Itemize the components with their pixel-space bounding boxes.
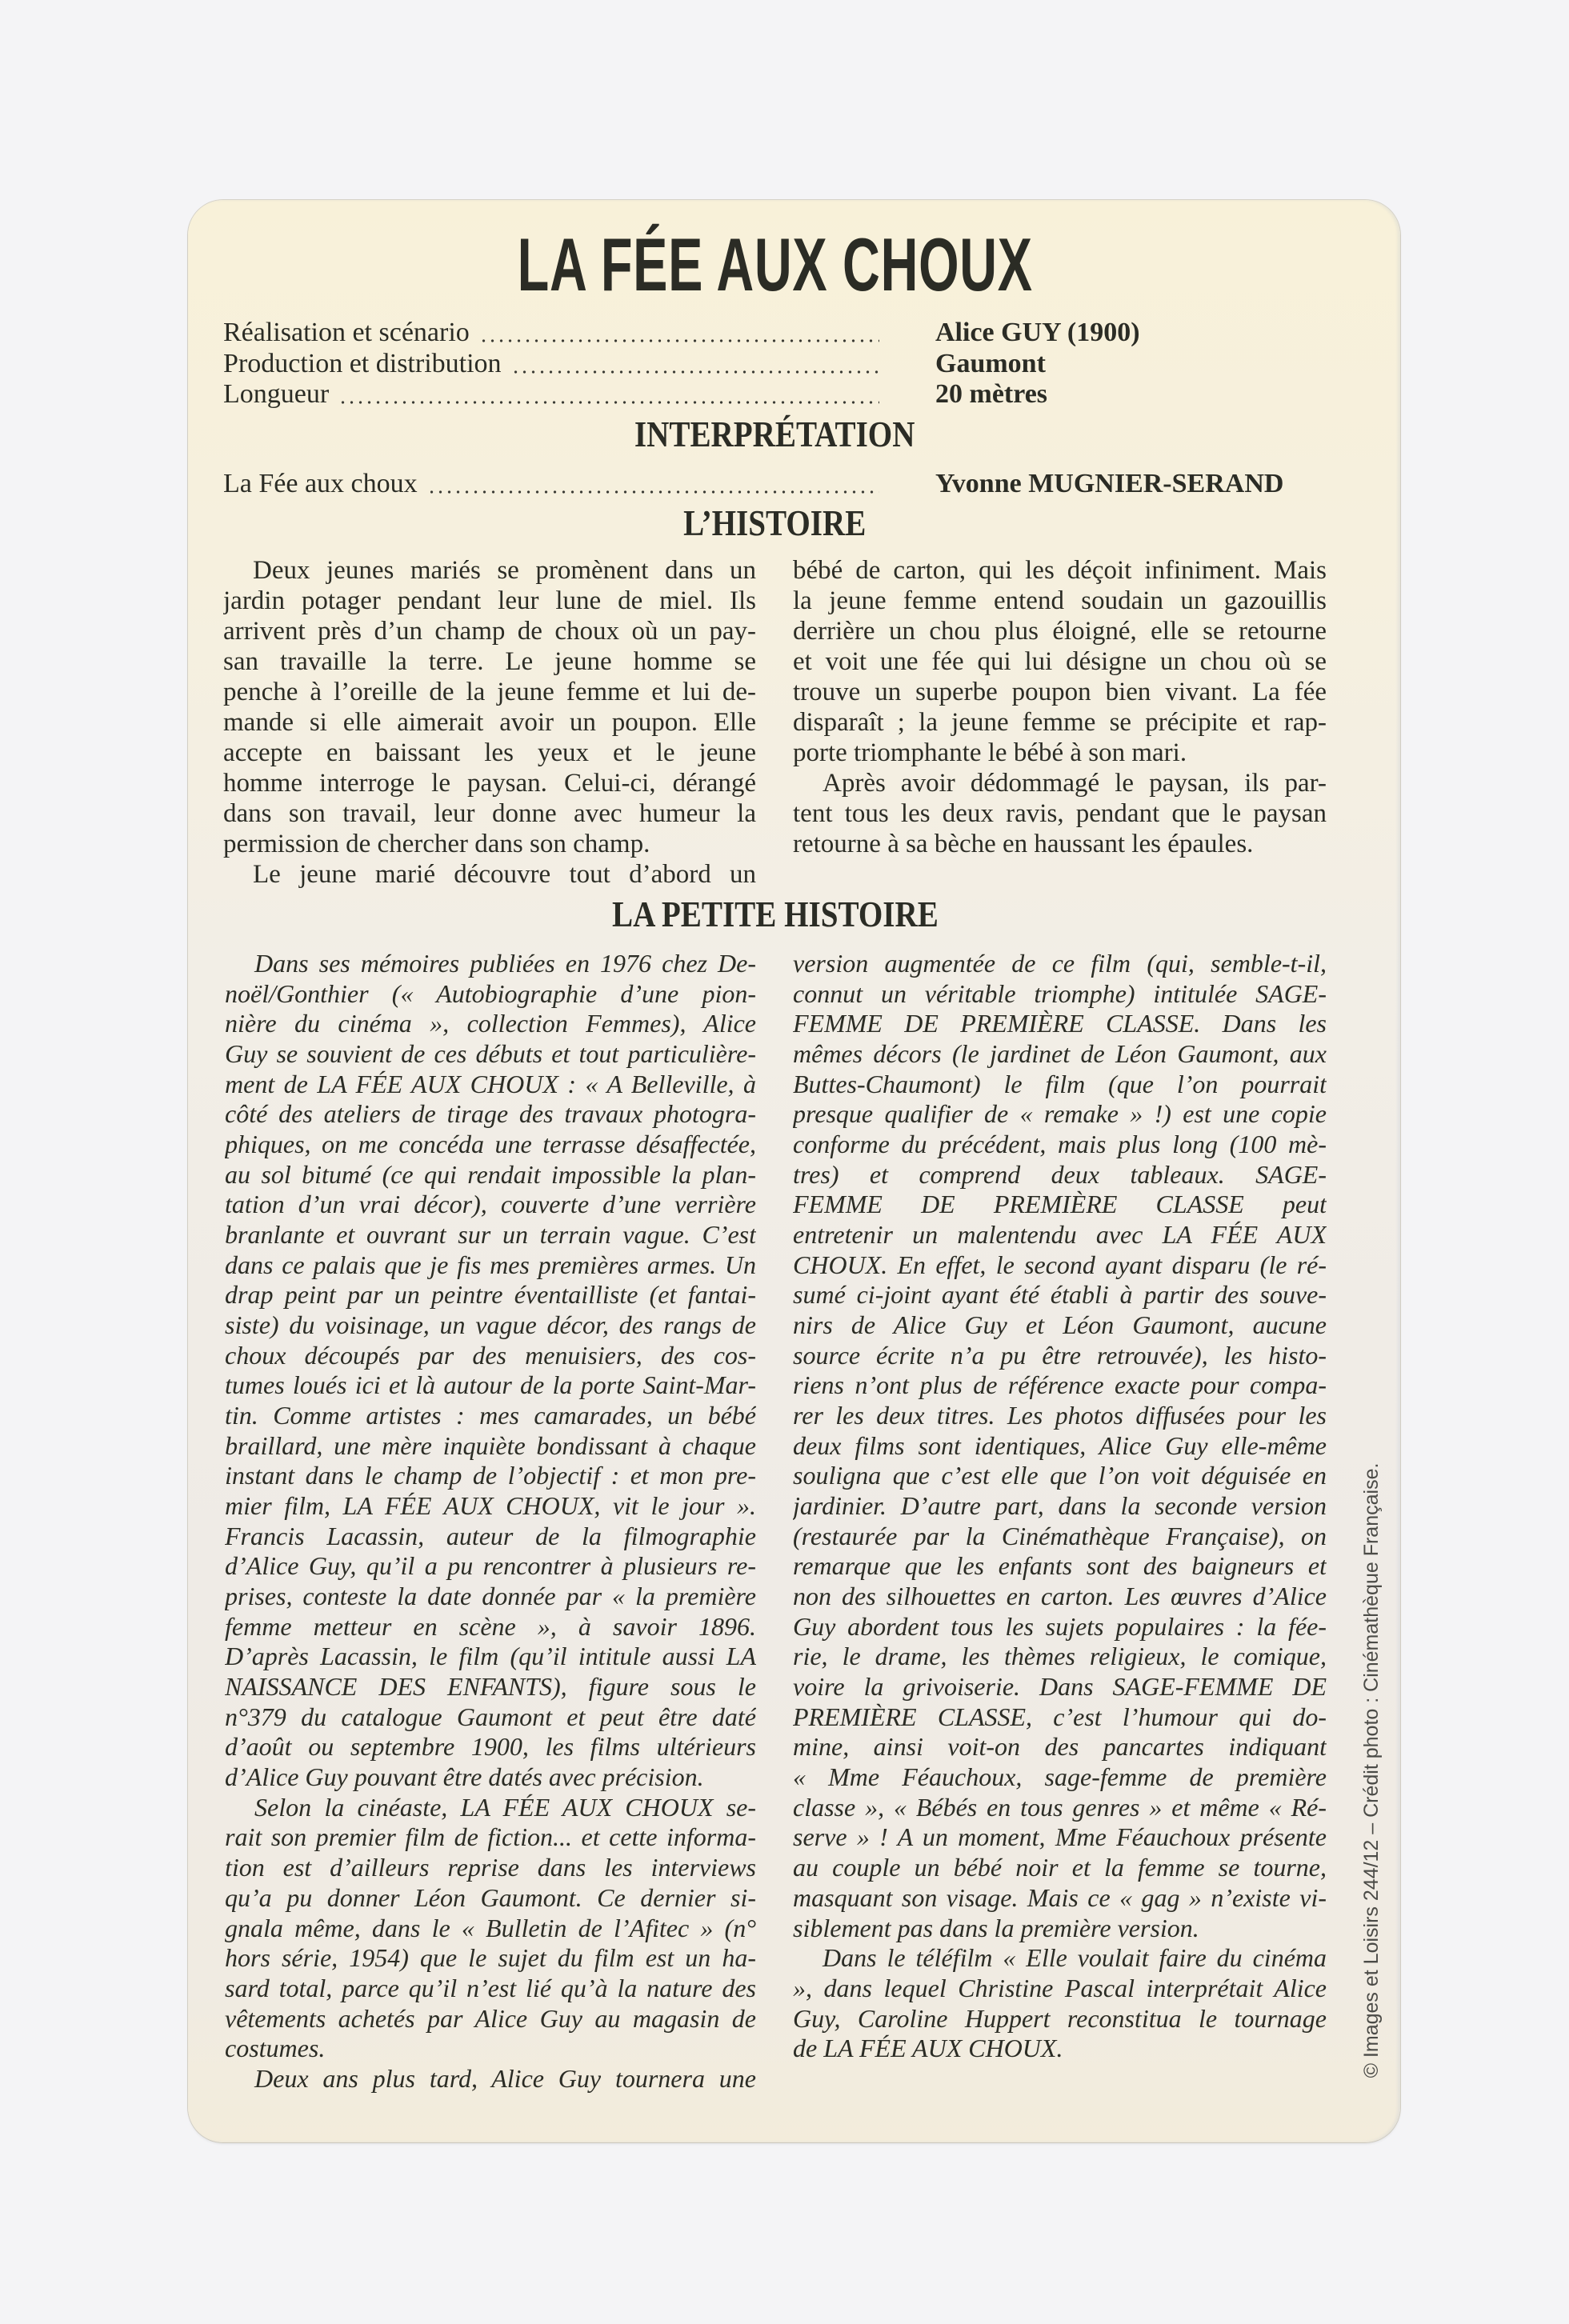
text-line: d’Alice Guy, qu’il a pu rencontrer à plusieurs re-: [225, 1551, 756, 1581]
histoire-column-right: [793, 555, 1327, 859]
histoire-column-left: [223, 555, 756, 890]
text-line: porte triomphante le bébé à son mari.: [793, 738, 1187, 767]
credit-row-longueur: [223, 379, 1327, 410]
text-line: Francis Lacassin, auteur de la filmographie: [225, 1521, 756, 1550]
film-title: [223, 222, 1327, 306]
text-line: mande si elle aimerait avoir un poupon. Elle: [223, 708, 756, 737]
text-line: conforme du précédent, mais plus long (100 mè-: [793, 1130, 1327, 1159]
text-line: remarque que les enfants sont des baigneurs et: [793, 1551, 1327, 1581]
cast-role-group: [223, 469, 879, 500]
text-line: hors série, 1954) que le sujet du film est un ha-: [225, 1943, 756, 1973]
text-line: drap peint par un peintre éventailliste (et fantai-: [225, 1280, 756, 1310]
text-line: serve » ! A un moment, Mme Féauchoux présente: [793, 1822, 1327, 1852]
text-line: source écrite n’a pu être retrouvée), les histo-: [793, 1340, 1327, 1370]
text-line: côté des ateliers de tirage des travaux photogra-: [225, 1099, 756, 1129]
text-line: tation d’un vrai décor), couverte d’une verrière: [225, 1190, 756, 1219]
text-line: version augmentée de ce film (qui, semble-t-il,: [793, 949, 1327, 978]
text-line: au couple un bébé noir et la femme se tourne,: [793, 1853, 1327, 1882]
dot-leader: [337, 379, 879, 410]
heading-text: L’HISTOIRE: [683, 502, 867, 543]
text-line: bébé de carton, qui les déçoit infiniment. Mais: [793, 556, 1327, 585]
text-line: retourne à sa bèche en haussant les épaules.: [793, 830, 1254, 858]
text-line: Deux ans plus tard, Alice Guy tournera une: [254, 2063, 756, 2093]
credits-table: [223, 318, 1327, 410]
text-line: deux films sont identiques, Alice Guy elle-même: [793, 1430, 1327, 1460]
text-line: Selon la cinéaste, LA FÉE AUX CHOUX se-: [254, 1792, 756, 1822]
heading-text: INTERPRÉTATION: [634, 414, 915, 454]
text-line: mêmes décors (le jardinet de Léon Gaumont, aux: [793, 1039, 1327, 1069]
text-line: instant dans le champ de l’objectif : et mon pre-: [225, 1461, 756, 1490]
text-line: », dans lequel Christine Pascal interprétait Alice: [793, 1973, 1327, 2002]
text-line: derrière un chou plus éloigné, elle se retourne: [793, 617, 1327, 646]
text-line: penche à l’oreille de la jeune femme et lui de-: [223, 678, 756, 706]
cast-role: La Fée aux choux: [223, 469, 418, 498]
text-line: (restaurée par la Cinémathèque Française), on: [793, 1521, 1327, 1550]
cast-row: [223, 469, 1327, 500]
text-line: dans son travail, leur donne avec humeur la: [223, 799, 756, 828]
text-line: prises, conteste la date donnée par « la première: [225, 1582, 756, 1611]
text-line: masquant son visage. Mais ce « gag » n’existe vi-: [793, 1882, 1327, 1912]
credit-label: Réalisation et scénario: [223, 318, 470, 347]
text-line: presque qualifier de « remake » !) est une copie: [793, 1099, 1327, 1129]
text-line: Guy se souvient de ces débuts et tout particulière-: [225, 1039, 756, 1069]
credit-label-group: [223, 318, 879, 349]
text-line: homme interroge le paysan. Celui-ci, dérangé: [223, 769, 756, 798]
photo-credit-vertical: © Images et Loisirs 244/12 – Crédit photo : Cinémathèque Française.: [1360, 1462, 1383, 2078]
cast-table: [223, 469, 1327, 500]
text-line: riens n’ont plus de référence exacte pour compa-: [793, 1370, 1327, 1400]
text-line: sard total, parce qu’il n’est lié qu’à la nature des: [225, 1973, 756, 2002]
text-line: Deux jeunes mariés se promènent dans un: [253, 556, 756, 585]
text-line: tres) et comprend deux tableaux. SAGE-: [793, 1159, 1327, 1189]
text-line: nirs de Alice Guy et Léon Gaumont, aucune: [793, 1310, 1327, 1340]
text-line: braillard, une mère inquiète bondissant à chaque: [225, 1430, 756, 1460]
text-line: jardinier. D’autre part, dans la seconde version: [793, 1491, 1327, 1521]
text-line: mine, ainsi voit-on des pancartes indiquant: [793, 1732, 1327, 1762]
text-line: permission de chercher dans son champ.: [223, 830, 650, 858]
credit-value: 20 mètres: [935, 379, 1048, 409]
dot-leader: [478, 318, 879, 349]
text-line: phiques, on me concéda une terrasse désaffectée,: [225, 1130, 756, 1159]
text-line: accepte en baissant les yeux et le jeune: [223, 738, 756, 767]
text-line: siblement pas dans la première version.: [793, 1913, 1199, 1942]
text-line: jardin potager pendant leur lune de miel. Ils: [223, 586, 756, 615]
section-heading-petite-histoire: [223, 896, 1327, 933]
text-line: noël/Gonthier (« Autobiographie d’une pion-: [225, 978, 756, 1008]
heading-text: LA PETITE HISTOIRE: [611, 894, 939, 934]
text-line: D’après Lacassin, le film (qu’il intitule aussi LA: [225, 1642, 756, 1671]
text-line: mier film, LA FÉE AUX CHOUX, vit le jour ».: [225, 1491, 756, 1521]
text-line: non des silhouettes en carton. Les œuvres d’Alice: [793, 1582, 1327, 1611]
credit-label: Longueur: [223, 379, 330, 409]
text-line: qu’a pu donner Léon Gaumont. Ce dernier si-: [225, 1882, 756, 1912]
text-line: arrivent près d’un champ de choux où un pay-: [223, 617, 756, 646]
text-line: ment de LA FÉE AUX CHOUX : « A Belleville, à: [225, 1069, 756, 1098]
text-line: branlante et ouvrant sur un terrain vague. C’est: [225, 1220, 756, 1250]
text-line: sumé ci-joint ayant été établi à partir des souve-: [793, 1280, 1327, 1310]
text-line: Le jeune marié découvre tout d’abord un: [253, 860, 756, 889]
text-line: vêtements achetés par Alice Guy au magasin de: [225, 2003, 756, 2033]
text-line: « Mme Féauchoux, sage-femme de première: [793, 1762, 1327, 1792]
text-line: trouve un superbe poupon bien vivant. La fée: [793, 678, 1327, 706]
section-heading-histoire: [223, 502, 1327, 543]
text-line: Dans ses mémoires publiées en 1976 chez De-: [254, 949, 756, 978]
text-line: Buttes-Chaumont) le film (que l’on pourrait: [793, 1069, 1327, 1098]
text-line: choux découpés par des menuisiers, des cos-: [225, 1340, 756, 1370]
petite-histoire-column-left: [225, 949, 756, 2094]
text-line: Dans le téléfilm « Elle voulait faire du cinéma: [823, 1943, 1327, 1973]
credit-label-group: [223, 379, 879, 410]
text-line: de LA FÉE AUX CHOUX.: [793, 2034, 1063, 2063]
text-line: voire la grivoiserie. Dans SAGE-FEMME DE: [793, 1672, 1327, 1702]
dot-leader: [426, 469, 879, 500]
text-line: connut un véritable triomphe) intitulée SAGE-: [793, 978, 1327, 1008]
text-line: classe », « Bébés en tous genres » et même « Ré-: [793, 1792, 1327, 1822]
film-title-text: LA FÉE AUX CHOUX: [517, 222, 1033, 306]
text-line: au sol bitumé (ce qui rendait impossible la plan-: [225, 1159, 756, 1189]
text-line: san travaille la terre. Le jeune homme se: [223, 647, 756, 676]
cast-actor: Yvonne MUGNIER-SERAND: [935, 469, 1284, 498]
text-line: Guy abordent tous les sujets populaires : la fée-: [793, 1611, 1327, 1641]
text-line: n°379 du catalogue Gaumont et peut être daté: [225, 1702, 756, 1731]
text-line: d’août ou septembre 1900, les films ultérieurs: [225, 1732, 756, 1762]
text-line: FEMME DE PREMIÈRE CLASSE. Dans les: [793, 1009, 1327, 1038]
credit-value: Alice GUY (1900): [935, 318, 1140, 347]
text-line: gnala même, dans le « Bulletin de l’Afitec » (n°: [225, 1913, 756, 1942]
text-line: FEMME DE PREMIÈRE CLASSE peut: [793, 1190, 1327, 1219]
credit-value: Gaumont: [935, 348, 1046, 378]
text-line: rie, le drame, les thèmes religieux, le comique,: [793, 1642, 1327, 1671]
text-line: d’Alice Guy pouvant être datés avec précision.: [225, 1762, 704, 1792]
text-line: rer les deux titres. Les photos diffusées pour les: [793, 1401, 1327, 1430]
credit-row-realisation: [223, 318, 1327, 349]
text-line: costumes.: [225, 2034, 326, 2063]
text-line: Après avoir dédommagé le paysan, ils par-: [823, 769, 1327, 798]
credit-label-group: [223, 349, 879, 380]
text-line: femme metteur en scène », à savoir 1896.: [225, 1611, 756, 1641]
dot-leader: [510, 349, 879, 380]
section-heading-interpretation: [223, 416, 1327, 453]
text-line: tion est d’ailleurs reprise dans les interviews: [225, 1853, 756, 1882]
text-line: nière du cinéma », collection Femmes), Alice: [225, 1009, 756, 1038]
text-line: CHOUX. En effet, le second ayant disparu (le ré-: [793, 1250, 1327, 1279]
text-line: dans ce palais que je fis mes premières armes. Un: [225, 1250, 756, 1279]
text-line: entretenir un malentendu avec LA FÉE AUX: [793, 1220, 1327, 1250]
text-line: Guy, Caroline Huppert reconstitua le tournage: [793, 2003, 1327, 2033]
text-line: PREMIÈRE CLASSE, c’est l’humour qui do-: [793, 1702, 1327, 1731]
text-line: tumes loués ici et là autour de la porte Saint-Mar-: [225, 1370, 756, 1400]
credit-label: Production et distribution: [223, 348, 502, 378]
petite-histoire-column-right: [793, 949, 1327, 2064]
text-line: siste) du voisinage, un vague décor, des rangs de: [225, 1310, 756, 1340]
credit-row-production: [223, 349, 1327, 380]
text-line: tent tous les deux ravis, pendant que le paysan: [793, 799, 1327, 828]
text-line: disparaît ; la jeune femme se précipite et rap-: [793, 708, 1327, 737]
text-line: tin. Comme artistes : mes camarades, un bébé: [225, 1401, 756, 1430]
text-line: et voit une fée qui lui désigne un chou où se: [793, 647, 1327, 676]
text-line: rait son premier film de fiction... et cette informa-: [225, 1822, 756, 1852]
text-line: souligna que c’est elle que l’on voit déguisée en: [793, 1461, 1327, 1490]
text-line: NAISSANCE DES ENFANTS), figure sous le: [225, 1672, 756, 1702]
text-line: la jeune femme entend soudain un gazouillis: [793, 586, 1327, 615]
